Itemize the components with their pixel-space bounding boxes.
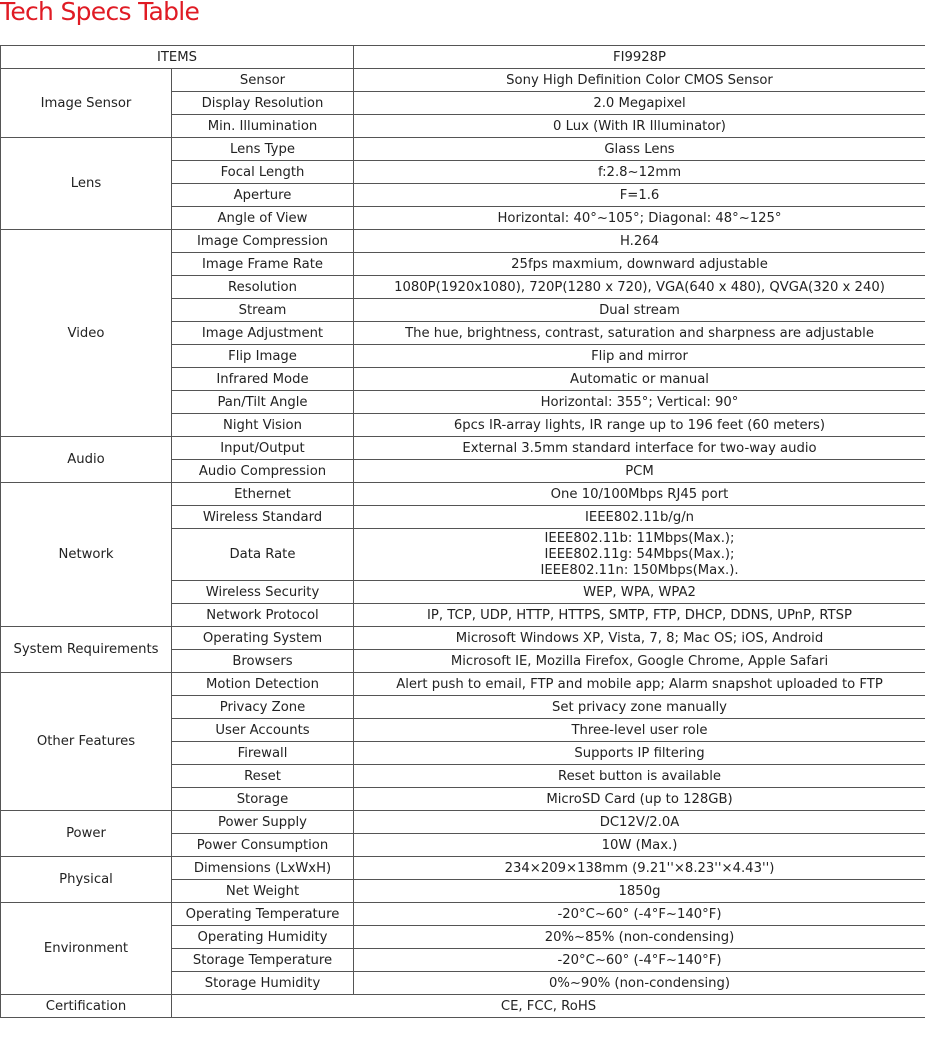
spec-item-cell: Operating System [172, 627, 354, 650]
category-cell: Other Features [1, 673, 172, 811]
spec-value-cell [354, 161, 925, 184]
spec-value-line: MicroSD Card (up to 128GB) [546, 791, 733, 807]
category-cell: Image Sensor [1, 69, 172, 138]
spec-item-cell: Image Frame Rate [172, 253, 354, 276]
spec-value-line: IEEE802.11n: 150Mbps(Max.). [540, 562, 739, 578]
category-cell: Environment [1, 903, 172, 995]
spec-value-cell [354, 650, 925, 673]
spec-value-cell [354, 880, 925, 903]
spec-value-cell [354, 581, 925, 604]
category-cell: Power [1, 811, 172, 857]
table-row [1, 69, 925, 92]
spec-item-cell: Network Protocol [172, 604, 354, 627]
spec-item-cell: Data Rate [172, 529, 354, 581]
category-cell: Lens [1, 138, 172, 230]
spec-value-line: IEEE802.11b: 11Mbps(Max.); [544, 530, 735, 546]
spec-value-cell [354, 926, 925, 949]
header-items-cell: ITEMS [1, 46, 354, 69]
spec-value-line: 234×209×138mm (9.21''×8.23''×4.43'') [504, 860, 775, 876]
spec-value-line: F=1.6 [619, 187, 660, 203]
specs-table-body [1, 46, 925, 1018]
spec-item-cell: User Accounts [172, 719, 354, 742]
spec-value-line: Microsoft Windows XP, Vista, 7, 8; Mac OS; iOS, Android [455, 630, 824, 646]
category-cell: Video [1, 230, 172, 437]
spec-value-cell [354, 69, 925, 92]
spec-value-cell [354, 765, 925, 788]
spec-item-cell: Display Resolution [172, 92, 354, 115]
spec-item-cell: Wireless Security [172, 581, 354, 604]
spec-value-line: f:2.8~12mm [597, 164, 682, 180]
spec-item-cell: Power Consumption [172, 834, 354, 857]
category-cell: Physical [1, 857, 172, 903]
spec-item-cell: Resolution [172, 276, 354, 299]
spec-item-cell: Min. Illumination [172, 115, 354, 138]
spec-item-cell: Operating Temperature [172, 903, 354, 926]
spec-value-cell [354, 253, 925, 276]
spec-value-line: Alert push to email, FTP and mobile app; Alarm snapshot uploaded to FTP [396, 676, 883, 692]
spec-value-line: Three-level user role [571, 722, 708, 738]
spec-value-line: Horizontal: 40°~105°; Diagonal: 48°~125° [497, 210, 782, 226]
category-cell: System Requirements [1, 627, 172, 673]
spec-item-cell: Firewall [172, 742, 354, 765]
spec-value-line: IP, TCP, UDP, HTTP, HTTPS, SMTP, FTP, DHCP, DDNS, UPnP, RTSP [427, 607, 852, 623]
spec-value-line: -20°C~60° (-4°F~140°F) [557, 906, 722, 922]
table-row [1, 903, 925, 926]
spec-value-cell [354, 834, 925, 857]
spec-value-cell [354, 627, 925, 650]
spec-value-line: IEEE802.11g: 54Mbps(Max.); [544, 546, 735, 562]
spec-value-cell [354, 184, 925, 207]
spec-value-line: Set privacy zone manually [552, 699, 727, 715]
spec-value-line: The hue, brightness, contrast, saturation and sharpness are adjustable [405, 325, 874, 341]
spec-value-line: Sony High Definition Color CMOS Sensor [506, 72, 773, 88]
spec-value-line: -20°C~60° (-4°F~140°F) [557, 952, 722, 968]
spec-item-cell: Audio Compression [172, 460, 354, 483]
spec-value-cell [354, 811, 925, 834]
spec-value-cell [354, 903, 925, 926]
spec-value-line: Microsoft IE, Mozilla Firefox, Google Chrome, Apple Safari [450, 653, 829, 669]
spec-value-cell [354, 115, 925, 138]
category-cell: Audio [1, 437, 172, 483]
spec-value-line: 2.0 Megapixel [593, 95, 686, 111]
spec-value-cell [354, 460, 925, 483]
spec-value-line: Supports IP filtering [574, 745, 705, 761]
spec-item-cell: Image Adjustment [172, 322, 354, 345]
spec-item-cell: Flip Image [172, 345, 354, 368]
spec-value-line: WEP, WPA, WPA2 [583, 584, 696, 600]
page-title: Tech Specs Table [0, 0, 200, 26]
spec-value-cell [354, 673, 925, 696]
spec-item-cell: Net Weight [172, 880, 354, 903]
spec-item-cell: Aperture [172, 184, 354, 207]
spec-value-line: 1850g [618, 883, 661, 899]
spec-value-cell [354, 483, 925, 506]
spec-value-line: 6pcs IR-array lights, IR range up to 196 feet (60 meters) [453, 417, 826, 433]
spec-value-line: IEEE802.11b/g/n [584, 509, 695, 525]
spec-value-cell [354, 788, 925, 811]
spec-item-cell: Wireless Standard [172, 506, 354, 529]
table-row [1, 138, 925, 161]
table-row [1, 811, 925, 834]
spec-value-cell [354, 345, 925, 368]
spec-item-cell: Power Supply [172, 811, 354, 834]
spec-item-cell: Motion Detection [172, 673, 354, 696]
spec-item-cell: Infrared Mode [172, 368, 354, 391]
spec-value-line: H.264 [619, 233, 660, 249]
spec-value-line: DC12V/2.0A [599, 814, 680, 830]
spec-item-cell: Image Compression [172, 230, 354, 253]
table-header-row [1, 46, 925, 69]
spec-value-cell [354, 604, 925, 627]
spec-value-line: PCM [625, 463, 654, 479]
spec-value-cell [354, 92, 925, 115]
category-cell: Certification [1, 995, 172, 1018]
spec-item-cell: Lens Type [172, 138, 354, 161]
table-row [1, 857, 925, 880]
spec-item-cell: Pan/Tilt Angle [172, 391, 354, 414]
spec-value-line: Dual stream [599, 302, 680, 318]
spec-value-cell [354, 437, 925, 460]
table-row [1, 627, 925, 650]
spec-value-cell [354, 322, 925, 345]
spec-value-cell [354, 972, 925, 995]
table-row [1, 673, 925, 696]
table-row [1, 483, 925, 506]
spec-item-cell: Sensor [172, 69, 354, 92]
spec-item-cell: Ethernet [172, 483, 354, 506]
spec-value-cell [354, 230, 925, 253]
spec-value-line: Reset button is available [558, 768, 721, 784]
spec-value-cell [354, 414, 925, 437]
spec-value-line: One 10/100Mbps RJ45 port [550, 486, 729, 502]
spec-item-cell: Storage Temperature [172, 949, 354, 972]
spec-value-cell [354, 368, 925, 391]
table-row [1, 995, 925, 1018]
spec-item-cell: Browsers [172, 650, 354, 673]
spec-item-cell: Operating Humidity [172, 926, 354, 949]
spec-value-line: 20%~85% (non-condensing) [544, 929, 735, 945]
spec-value-cell [354, 506, 925, 529]
spec-value-cell [354, 742, 925, 765]
tech-specs-table [0, 45, 925, 1018]
category-cell: Network [1, 483, 172, 627]
spec-value-cell [354, 207, 925, 230]
spec-value-line: Glass Lens [604, 141, 675, 157]
header-model-cell: FI9928P [354, 46, 925, 69]
spec-value-cell [354, 719, 925, 742]
spec-value-cell [354, 949, 925, 972]
spec-value-cell [354, 857, 925, 880]
spec-item-cell: Input/Output [172, 437, 354, 460]
spec-value-line: External 3.5mm standard interface for two-way audio [462, 440, 817, 456]
spec-item-cell: Focal Length [172, 161, 354, 184]
spec-value-line: Automatic or manual [570, 371, 709, 387]
spec-value-cell: CE, FCC, RoHS [172, 995, 925, 1018]
spec-value-cell [354, 138, 925, 161]
table-row [1, 230, 925, 253]
table-row [1, 437, 925, 460]
spec-item-cell: Angle of View [172, 207, 354, 230]
spec-value-cell [354, 391, 925, 414]
spec-value-line: 25fps maxmium, downward adjustable [511, 256, 768, 272]
spec-value-line: 1080P(1920x1080), 720P(1280 x 720), VGA(640 x 480), QVGA(320 x 240) [394, 279, 885, 295]
spec-value-line: Flip and mirror [591, 348, 688, 364]
spec-value-line: 10W (Max.) [601, 837, 678, 853]
spec-item-cell: Reset [172, 765, 354, 788]
spec-value-line: 0 Lux (With IR Illuminator) [553, 118, 726, 134]
spec-value-cell [354, 529, 925, 581]
spec-item-cell: Night Vision [172, 414, 354, 437]
spec-value-line: Horizontal: 355°; Vertical: 90° [540, 394, 739, 410]
spec-item-cell: Storage Humidity [172, 972, 354, 995]
spec-value-cell [354, 696, 925, 719]
spec-value-cell [354, 299, 925, 322]
spec-item-cell: Privacy Zone [172, 696, 354, 719]
spec-value-cell [354, 276, 925, 299]
spec-item-cell: Dimensions (LxWxH) [172, 857, 354, 880]
spec-item-cell: Storage [172, 788, 354, 811]
spec-item-cell: Stream [172, 299, 354, 322]
spec-value-line: 0%~90% (non-condensing) [548, 975, 731, 991]
